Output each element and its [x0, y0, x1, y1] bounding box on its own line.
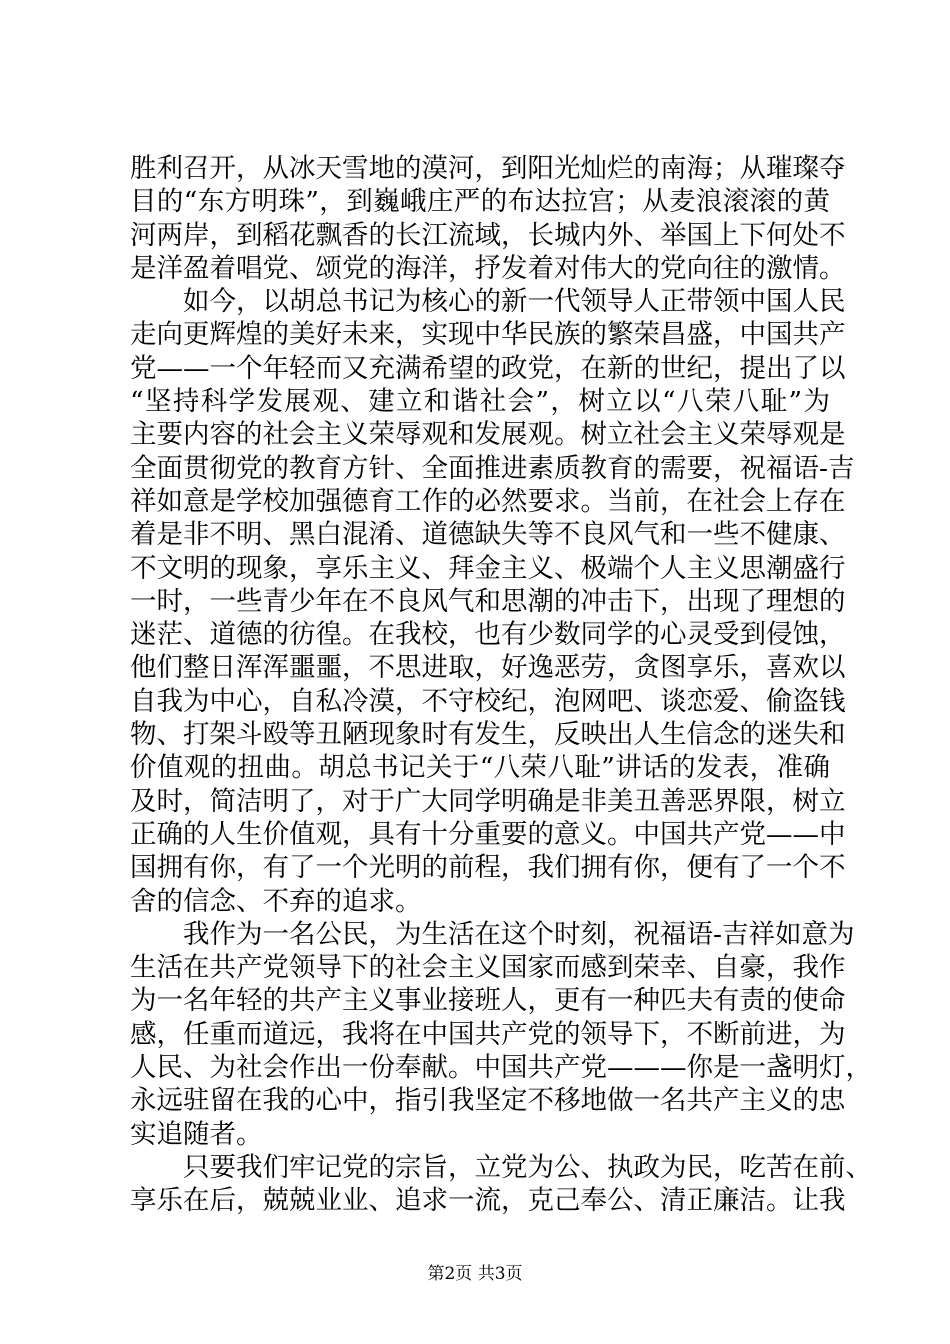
text-line: 主要内容的社会主义荣辱观和发展观。树立社会主义荣辱观是: [130, 419, 846, 451]
text-line: 感，任重而道远，我将在中国共产党的领导下，不断前进，为: [130, 1018, 846, 1050]
text-line: 胜利召开，从冰天雪地的漠河，到阳光灿烂的南海；从璀璨夺: [130, 153, 846, 184]
text-line: 生活在共产党领导下的社会主义国家而感到荣幸、自豪，我作: [130, 952, 846, 984]
text-line: 人民、为社会作出一份奉献。中国共产党———你是一盏明灯，: [130, 1052, 872, 1084]
text-line: 为一名年轻的共产主义事业接班人，更有一种匹夫有责的使命: [130, 985, 846, 1017]
body-text: [130, 152, 872, 1218]
text-line: 河两岸，到稻花飘香的长江流域，长城内外、举国上下何处不: [130, 219, 846, 251]
text-line: 他们整日浑浑噩噩，不思进取，好逸恶劳，贪图享乐，喜欢以: [130, 652, 846, 684]
text-line: 只要我们牢记党的宗旨，立党为公、执政为民，吃苦在前、: [130, 1151, 872, 1183]
text-line: 正确的人生价值观，具有十分重要的意义。中国共产党——中: [130, 818, 846, 850]
text-line: 我作为一名公民，为生活在这个时刻，祝福语-吉祥如意为: [130, 918, 855, 950]
text-line: 全面贯彻党的教育方针、全面推进素质教育的需要，祝福语-吉: [130, 452, 855, 484]
text-line: 享乐在后，兢兢业业、追求一流，克己奉公、清正廉洁。让我: [130, 1185, 846, 1217]
text-line: 实追随者。: [130, 1118, 263, 1150]
text-line: 物、打架斗殴等丑陋现象时有发生，反映出人生信念的迷失和: [130, 719, 846, 751]
text-line: 如今，以胡总书记为核心的新一代领导人正带领中国人民: [130, 286, 846, 318]
text-line: 永远驻留在我的心中，指引我坚定不移地做一名共产主义的忠: [130, 1085, 846, 1117]
text-line: 党——一个年轻而又充满希望的政党，在新的世纪，提出了以: [130, 352, 846, 384]
text-line: 走向更辉煌的美好未来，实现中华民族的繁荣昌盛，中国共产: [130, 319, 846, 351]
text-line: 迷茫、道德的彷徨。在我校，也有少数同学的心灵受到侵蚀，: [130, 619, 846, 651]
text-line: 目的“东方明珠”，到巍峨庄严的布达拉宫；从麦浪滚滚的黄: [130, 186, 830, 218]
page-footer: 第2页 共3页: [427, 1264, 523, 1284]
text-line: 着是非不明、黑白混淆、道德缺失等不良风气和一些不健康、: [130, 519, 846, 551]
text-line: 自我为中心，自私冷漠，不守校纪，泡网吧、谈恋爱、偷盗钱: [130, 685, 846, 717]
text-line: 国拥有你，有了一个光明的前程，我们拥有你，便有了一个不: [130, 852, 846, 884]
text-line: 及时，简洁明了，对于广大同学明确是非美丑善恶界限，树立: [130, 785, 846, 817]
text-line: 不文明的现象，享乐主义、拜金主义、极端个人主义思潮盛行: [130, 552, 846, 584]
text-line: 一时，一些青少年在不良风气和思潮的冲击下，出现了理想的: [130, 585, 846, 617]
text-line: “坚持科学发展观、建立和谐社会”，树立以“八荣八耻”为: [130, 386, 830, 418]
text-line: 价值观的扭曲。胡总书记关于“八荣八耻”讲话的发表，准确: [130, 752, 830, 784]
text-line: 是洋盈着唱党、颂党的海洋，抒发着对伟大的党向往的激情。: [130, 252, 846, 284]
text-line: 舍的信念、不弃的追求。: [130, 885, 422, 917]
text-line: 祥如意是学校加强德育工作的必然要求。当前，在社会上存在: [130, 485, 846, 517]
